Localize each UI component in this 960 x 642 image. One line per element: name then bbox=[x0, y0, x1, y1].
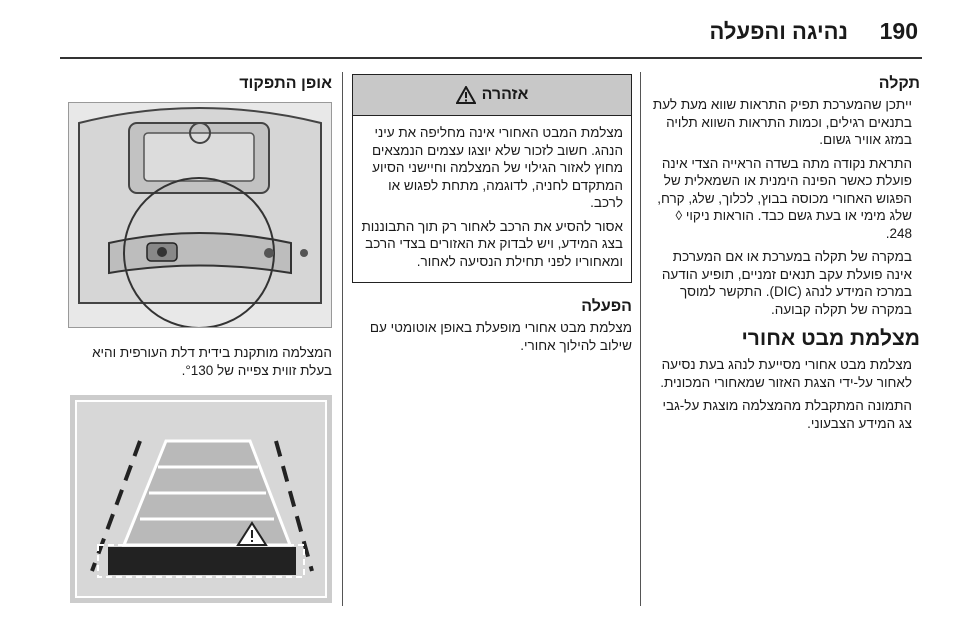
middle-column bbox=[352, 74, 632, 360]
column-divider-left bbox=[342, 72, 343, 606]
camera-paragraph: התמונה המתקבלת מהמצלמה מוצגת על-גבי צג המידע הצבעוני. bbox=[662, 398, 912, 431]
activation-text: מצלמת מבט אחורי מופעלת באופן אוטומטי עם שילוב להילוך אחורי. bbox=[369, 320, 632, 353]
operation-heading: אופן התפקוד bbox=[239, 75, 332, 92]
fault-paragraph: במקרה של תקלה במערכת או אם המערכת אינה פועלת עקב תנאים זמניים, תופיע הודעה במרכז המידע לנהג (DIC). התקשר למוסך במקרה של תקלה קבועה. bbox=[661, 249, 912, 317]
column-divider-right bbox=[640, 72, 641, 606]
figure-caption: המצלמה מותקנת בידית דלת העורפית והיא בעלת זווית צפייה של °130. bbox=[92, 345, 332, 378]
page-number: 190 bbox=[879, 18, 918, 44]
warning-triangle-icon bbox=[456, 86, 476, 104]
warning-paragraph: מצלמת המבט האחורי אינה מחליפה את עיני הנהג. חשוב לזכור שלא יוצגו עצמים הנמצאים מחוץ לאזור הגילוי של המצלמה וחיישני הסיוע המתקדם לחניה, לדוגמה, מתחת לפגוש או לרכב. bbox=[372, 125, 623, 210]
warning-paragraph: אסור להסיע את הרכב לאחור רק תוך התבוננות בצג המידע, ויש לבדוק את האזורים בצדי הרכב ומאחוריו לפני תחילת הנסיעה לאחור. bbox=[361, 218, 623, 269]
right-column bbox=[652, 74, 920, 438]
header-divider bbox=[60, 57, 922, 59]
left-column bbox=[60, 74, 332, 603]
warning-box bbox=[352, 74, 632, 283]
rear-camera-heading: מצלמת מבט אחורי bbox=[741, 327, 920, 350]
camera-display-illustration bbox=[70, 395, 332, 603]
fault-paragraph: התראת נקודה מתה בשדה הראייה הצדי אינה פועלת כאשר הפינה הימנית או השמאלית של הפגוש האחורי מכוסה בבוץ, לכלוך, שלג, קרח, שלג מימי או בעת גשם כבד. הוראות ניקוי ◊ 248. bbox=[657, 155, 912, 241]
activation-heading: הפעלה bbox=[581, 298, 632, 315]
warning-header bbox=[353, 75, 631, 116]
warning-title: אזהרה bbox=[481, 86, 529, 104]
rear-camera-location-illustration bbox=[68, 102, 332, 328]
fault-heading: תקלה bbox=[878, 75, 920, 92]
chapter-title: נהיגה והפעלה bbox=[709, 19, 848, 44]
fault-paragraph: ייתכן שהמערכת תפיק התראות שווא מעת לעת בתנאים רגילים, וכמות התראות השווא תלויה במזג אוויר גשום. bbox=[652, 97, 912, 147]
warning-body bbox=[353, 116, 631, 282]
camera-paragraph: מצלמת מבט אחורי מסייעת לנהג בעת נסיעה לאחור על-ידי הצגת האזור שמאחורי המכונית. bbox=[660, 357, 912, 390]
